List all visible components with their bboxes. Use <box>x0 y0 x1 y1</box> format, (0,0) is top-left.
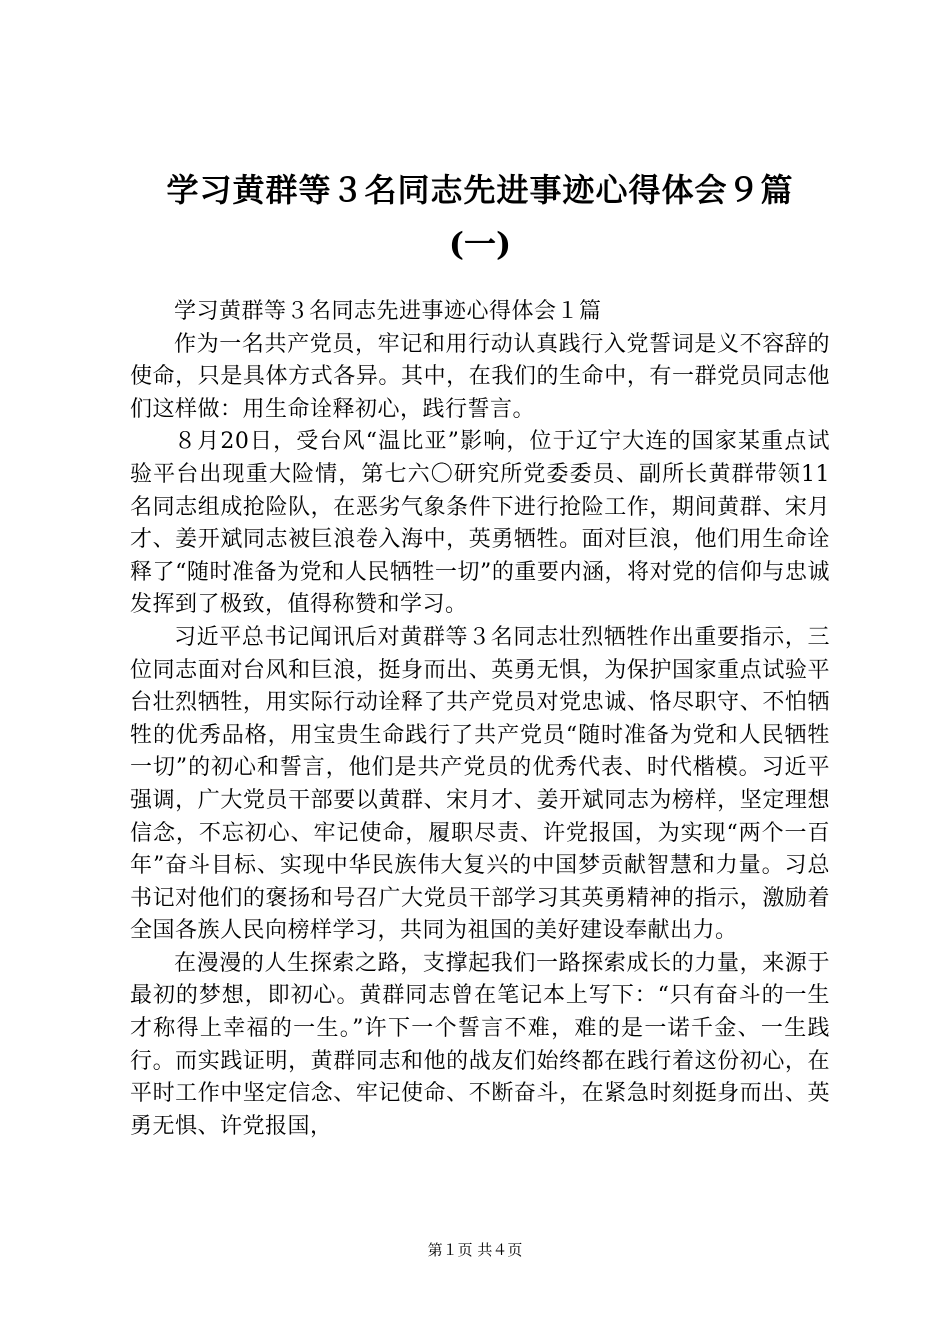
paragraph-1: 作为一名共产党员，牢记和用行动认真践行入党誓词是义不容辞的使命，只是具体方式各异。其中，在我们的生命中，有一群党员同志他们这样做：用生命诠释初心，践行誓言。 <box>130 331 830 422</box>
page-footer: 第１页 共４页 <box>427 1241 523 1259</box>
document-title: 学习黄群等３名同志先进事迹心得体会９篇 <box>166 171 794 209</box>
paragraph-3: 习近平总书记闻讯后对黄群等３名同志壮烈牺牲作出重要指示，三位同志面对台风和巨浪，挺身而出、英勇无惧，为保护国家重点试验平台壮烈牺牲，用实际行动诠释了共产党员对党忠诚、恪尽职守、不怕牺牲的优秀品格，用宝贵生命践行了共产党员“随时准备为党和人民牺牲一切”的初心和誓言，他们是共产党员的优秀代表、时代楷模。习近平强调，广大党员干部要以黄群、宋月才、姜开斌同志为榜样，坚定理想信念，不忘初心、牢记使命，履职尽责、许党报国，为实现“两个一百年”奋斗目标、实现中华民族伟大复兴的中国梦贡献智慧和力量。习总书记对他们的褒扬和号召广大党员干部学习其英勇精神的指示，激励着全国各族人民向榜样学习，共同为祖国的美好建设奉献出力。 <box>130 624 830 944</box>
document-subtitle: (一) <box>448 225 512 263</box>
document-body <box>130 296 830 1143</box>
paragraph-4: 在漫漫的人生探索之路，支撑起我们一路探索成长的力量，来源于最初的梦想，即初心。黄群同志曾在笔记本上写下：“只有奋斗的一生才称得上幸福的一生。”许下一个誓言不难，难的是一诺千金、一生践行。而实践证明，黄群同志和他的战友们始终都在践行着这份初心，在平时工作中坚定信念、牢记使命、不断奋斗，在紧急时刻挺身而出、英勇无惧、许党报国， <box>130 950 830 1139</box>
paragraph-2: ８月20日，受台风“温比亚”影响，位于辽宁大连的国家某重点试验平台出现重大险情，第七六〇研究所党委委员、副所长黄群带领11名同志组成抢险队，在恶劣气象条件下进行抢险工作，期间黄群、宋月才、姜开斌同志被巨浪卷入海中，英勇牺牲。面对巨浪，他们用生命诠释了“随时准备为党和人民牺牲一切”的重要内涵，将对党的信仰与忠诚发挥到了极致，值得称赞和学习。 <box>130 429 830 618</box>
section-heading: 学习黄群等３名同志先进事迹心得体会１篇 <box>174 299 602 324</box>
